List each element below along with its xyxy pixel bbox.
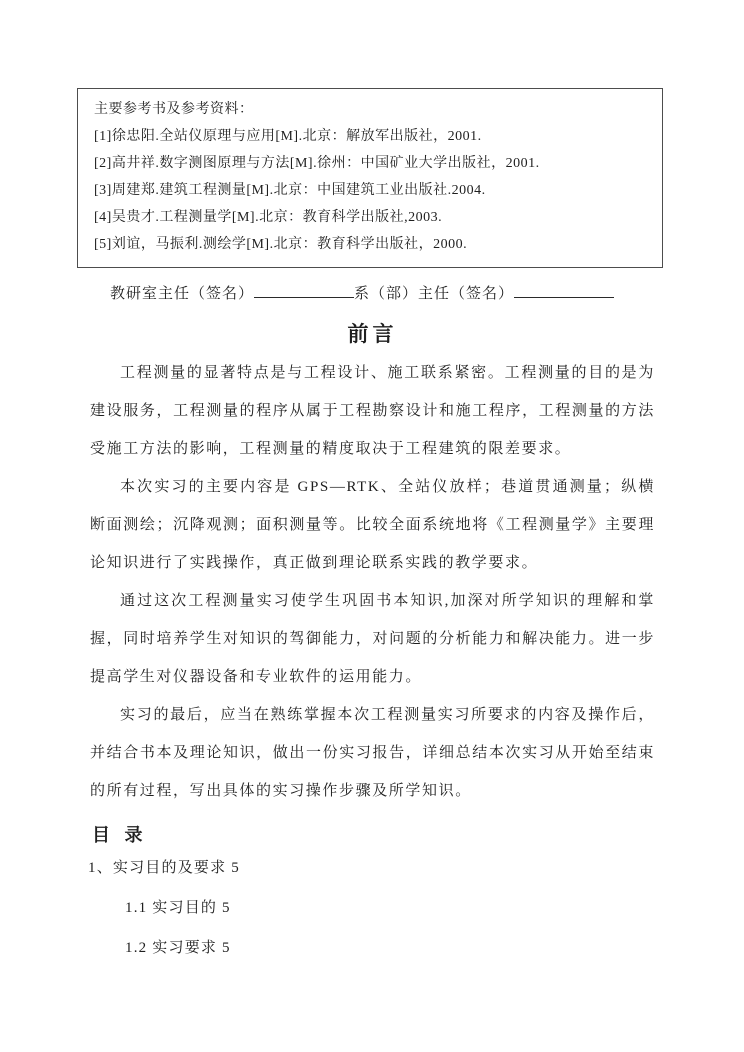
signature-row — [90, 282, 655, 306]
reference-box — [77, 88, 663, 268]
preface-paragraph: 本次实习的主要内容是 GPS—RTK、全站仪放样；巷道贯通测量；纵横断面测绘；沉降观测；面积测量等。比较全面系统地将《工程测量学》主要理论知识进行了实践操作，真正做到理论联系实践的教学要求。 — [90, 479, 655, 571]
reference-item: [3]周建郑.建筑工程测量[M].北京：中国建筑工业出版社.2004. — [94, 183, 486, 198]
preface-paragraph: 实习的最后，应当在熟练掌握本次工程测量实习所要求的内容及操作后，并结合书本及理论知识，做出一份实习报告，详细总结本次实习从开始至结束的所有过程，写出具体的实习操作步骤及所学知识。 — [90, 707, 655, 799]
preface-heading: 前言 — [347, 322, 398, 346]
reference-item: [5]刘谊，马振利.测绘学[M].北京：教育科学出版社，2000. — [94, 237, 468, 252]
reference-item: [4]吴贵才.工程测量学[M].北京：教育科学出版社,2003. — [94, 210, 443, 225]
toc-item: 1.2 实习要求 5 — [125, 940, 231, 956]
signature-left-label: 教研室主任（签名） — [110, 286, 255, 302]
signature-left-blank-line — [254, 282, 354, 298]
signature-right-blank-line — [514, 282, 614, 298]
preface-paragraph: 工程测量的显著特点是与工程设计、施工联系紧密。工程测量的目的是为建设服务，工程测量的程序从属于工程勘察设计和施工程序，工程测量的方法受施工方法的影响，工程测量的精度取决于工程建筑的限差要求。 — [90, 365, 655, 457]
toc-heading: 目 录 — [92, 825, 148, 845]
reference-box-title: 主要参考书及参考资料： — [94, 102, 254, 117]
toc-item: 1、实习目的及要求 5 — [88, 860, 240, 876]
preface-paragraph: 通过这次工程测量实习使学生巩固书本知识,加深对所学知识的理解和掌握，同时培养学生对知识的驾御能力，对问题的分析能力和解决能力。进一步提高学生对仪器设备和专业软件的运用能力。 — [90, 593, 655, 685]
reference-item: [1]徐忠阳.全站仪原理与应用[M].北京：解放军出版社，2001. — [94, 129, 482, 144]
toc-item: 1.1 实习目的 5 — [125, 900, 231, 916]
reference-item: [2]高井祥.数字测图原理与方法[M].徐州：中国矿业大学出版社，2001. — [94, 156, 540, 171]
signature-right-label: 系（部）主任（签名） — [354, 286, 515, 302]
